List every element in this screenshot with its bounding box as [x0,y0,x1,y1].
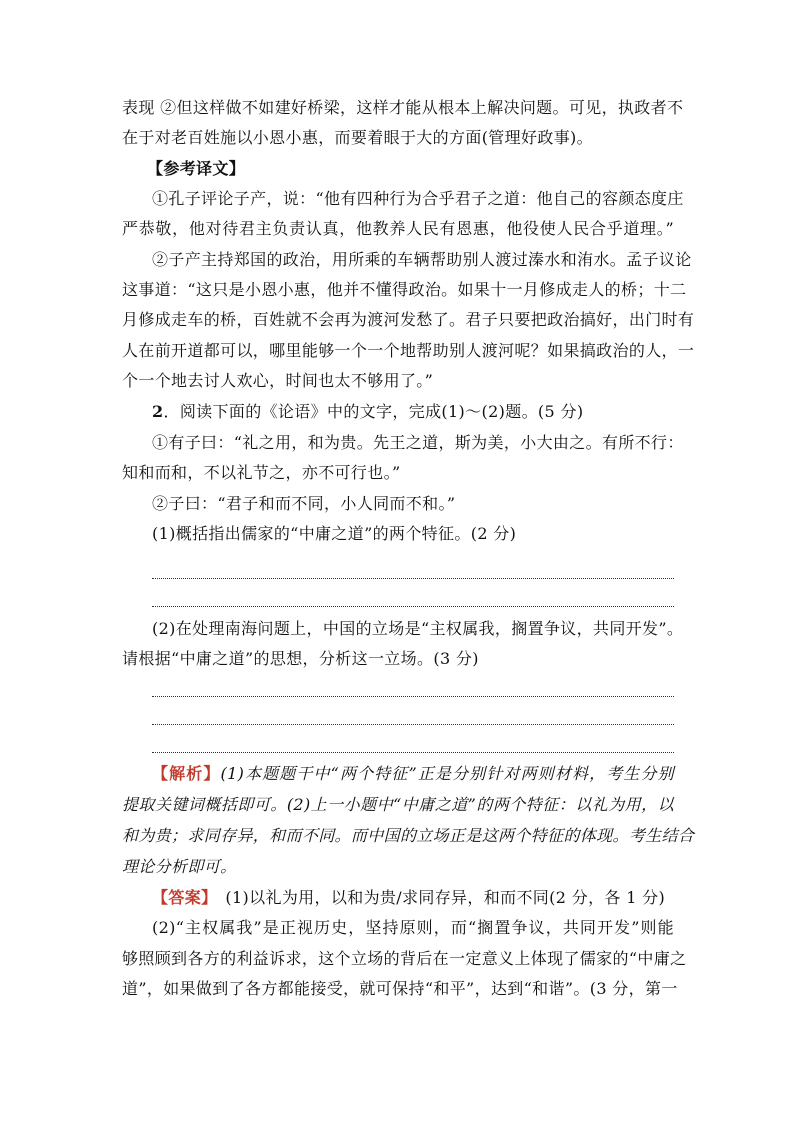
question-stem-text: ．阅读下面的《论语》中的文字，完成(1)～(2)题。(5 分) [163,402,584,421]
paragraph-line: 人在前开道都可以，哪里能够一个一个地帮助别人渡河呢？如果搞政治的人，一 [122,341,695,360]
section-heading-reference-translation: 【参考译文】 [147,159,246,178]
answer-text: (1)以礼为用，以和为贵/求同存异，和而不同(2 分，各 1 分) [225,888,666,907]
answer-line-1 [152,887,712,909]
paragraph-line: 个一个地去讨人欢心，时间也太不够用了。” [122,371,434,390]
answer-paragraph-line: 道”，如果做到了各方都能接受，就可保持“和平”，达到“和谐”。(3 分，第一 [122,979,678,998]
answer-line[interactable] [152,752,674,753]
answer-line[interactable] [152,578,674,579]
paragraph-line: ②子产主持郑国的政治，用所乘的车辆帮助别人渡过溱水和洧水。孟子议论 [152,250,692,269]
question-2-stem [152,401,712,423]
analysis-tag: 【解析】 [152,764,221,783]
paragraph-line: 这事道：“这只是小恩小惠，他并不懂得政治。如果十一月修成走人的桥；十二 [122,280,687,299]
sub-question-1: (1)概括指出儒家的“中庸之道”的两个特征。(2 分) [152,524,517,543]
analysis-line: 理论分析即可。 [122,857,237,876]
quote-line: ②子曰：“君子和而不同，小人同而不和。” [152,494,456,513]
answer-line[interactable] [152,724,674,725]
quote-line: 知和而和，不以礼节之，亦不可行也。” [122,463,401,482]
quote-line: ①有子曰：“礼之用，和为贵。先王之道，斯为美，小大由之。有所不行： [152,433,684,452]
paragraph-line: 表现 ②但这样做不如建好桥梁，这样才能从根本上解决问题。可见，执政者不 [122,98,684,117]
answer-paragraph-line: 够照顾到各方的利益诉求，这个立场的背后在一定意义上体现了儒家的“中庸之 [122,949,687,968]
question-number: 2 [152,402,164,421]
paragraph-line: 月修成走车的桥，百姓就不会再为渡河发愁了。君子只要把政治搞好，出门时有 [122,310,695,329]
paragraph-line: ①孔子评论子产，说：“他有四种行为合乎君子之道：他自己的容颜态度庄 [152,189,684,208]
sub-question-2-cont: 请根据“中庸之道”的思想，分析这一立场。(3 分) [122,649,479,668]
analysis-text: (1)本题题干中“两个特征”正是分别针对两则材料，考生分别 [220,764,674,783]
analysis-line: 提取关键词概括即可。(2)上一小题中“中庸之道”的两个特征：以礼为用，以 [122,795,674,814]
answer-line[interactable] [152,696,674,697]
answer-tag: 【答案】 [152,888,218,907]
sub-question-2: (2)在处理南海问题上，中国的立场是“主权属我，搁置争议，共同开发”。 [152,619,684,638]
analysis-line [152,763,674,785]
answer-paragraph-line: (2)“主权属我”是正视历史，坚持原则，而“搁置争议，共同开发”则能 [152,918,674,937]
analysis-line: 和为贵；求同存异，和而不同。而中国的立场正是这两个特征的体现。考生结合 [122,826,695,845]
paragraph-line: 严恭敬，他对待君主负责认真，他教养人民有恩惠，他役使人民合乎道理。” [122,219,674,238]
answer-line[interactable] [152,606,674,607]
paragraph-line: 在于对老百姓施以小恩小惠，而要着眼于大的方面(管理好政事)。 [122,128,593,147]
